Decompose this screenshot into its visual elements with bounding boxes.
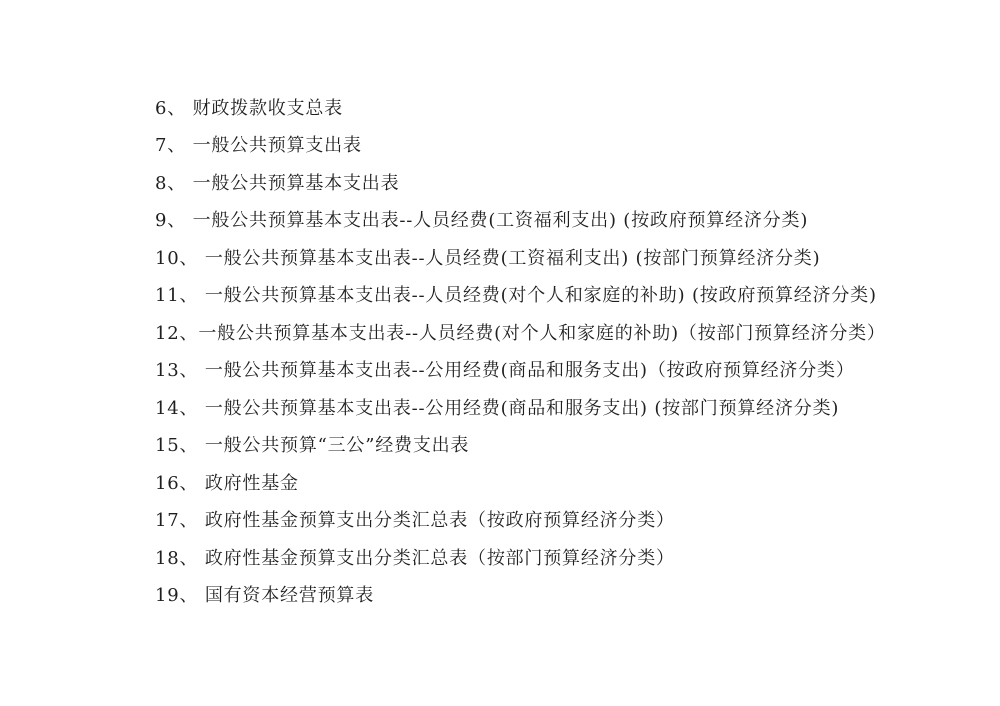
list-item — [155, 163, 955, 201]
list-item-title: 一般公共预算基本支出表--人员经费(对个人和家庭的补助) (按政府预算经济分类) — [204, 285, 877, 307]
list-item-title: 政府性基金预算支出分类汇总表（按部门预算经济分类） — [204, 547, 675, 569]
list-item — [155, 276, 955, 314]
list-item — [155, 501, 955, 539]
list-item-title: 一般公共预算基本支出表--人员经费(工资福利支出) (按政府预算经济分类) — [192, 210, 809, 232]
list-item — [155, 88, 955, 126]
list-item-number: 13、 — [155, 360, 205, 382]
budget-table-list — [155, 88, 955, 613]
list-item-number: 10、 — [155, 247, 205, 269]
list-item — [155, 201, 955, 239]
list-item-number: 11、 — [155, 285, 205, 307]
list-item — [155, 388, 955, 426]
list-item — [155, 463, 955, 501]
list-item-number: 15、 — [155, 435, 205, 457]
list-item-title: 一般公共预算支出表 — [192, 135, 362, 157]
list-item — [155, 538, 955, 576]
list-item-title: 一般公共预算“三公”经费支出表 — [204, 435, 470, 457]
list-item — [155, 426, 955, 464]
list-item-title: 国有资本经营预算表 — [204, 585, 375, 607]
list-item-title: 一般公共预算基本支出表--公用经费(商品和服务支出) (按部门预算经济分类) — [204, 397, 840, 419]
list-item-number: 8、 — [155, 172, 193, 194]
list-item-number: 14、 — [155, 397, 205, 419]
list-item-number: 9、 — [155, 210, 193, 232]
list-item-number: 6、 — [155, 97, 193, 119]
list-item — [155, 126, 955, 164]
list-item-number: 16、 — [155, 472, 205, 494]
list-item-title: 政府性基金预算支出分类汇总表（按政府预算经济分类） — [204, 510, 675, 532]
list-item-number: 18、 — [155, 547, 205, 569]
list-item — [155, 238, 955, 276]
list-item-title: 政府性基金 — [204, 472, 299, 494]
list-item-title: 一般公共预算基本支出表--人员经费(工资福利支出) (按部门预算经济分类) — [204, 247, 821, 269]
list-item-number: 19、 — [155, 585, 205, 607]
list-item-number: 12、 — [155, 322, 199, 344]
list-item-number: 17、 — [155, 510, 205, 532]
list-item — [155, 351, 955, 389]
list-item — [155, 576, 955, 614]
list-item-title: 财政拨款收支总表 — [192, 97, 343, 119]
list-item-title: 一般公共预算基本支出表--公用经费(商品和服务支出)（按政府预算经济分类） — [204, 360, 855, 382]
list-item-title: 一般公共预算基本支出表--人员经费(对个人和家庭的补助)（按部门预算经济分类） — [198, 322, 886, 344]
list-item-title: 一般公共预算基本支出表 — [192, 172, 400, 194]
list-item-number: 7、 — [155, 135, 193, 157]
list-item — [155, 313, 955, 351]
